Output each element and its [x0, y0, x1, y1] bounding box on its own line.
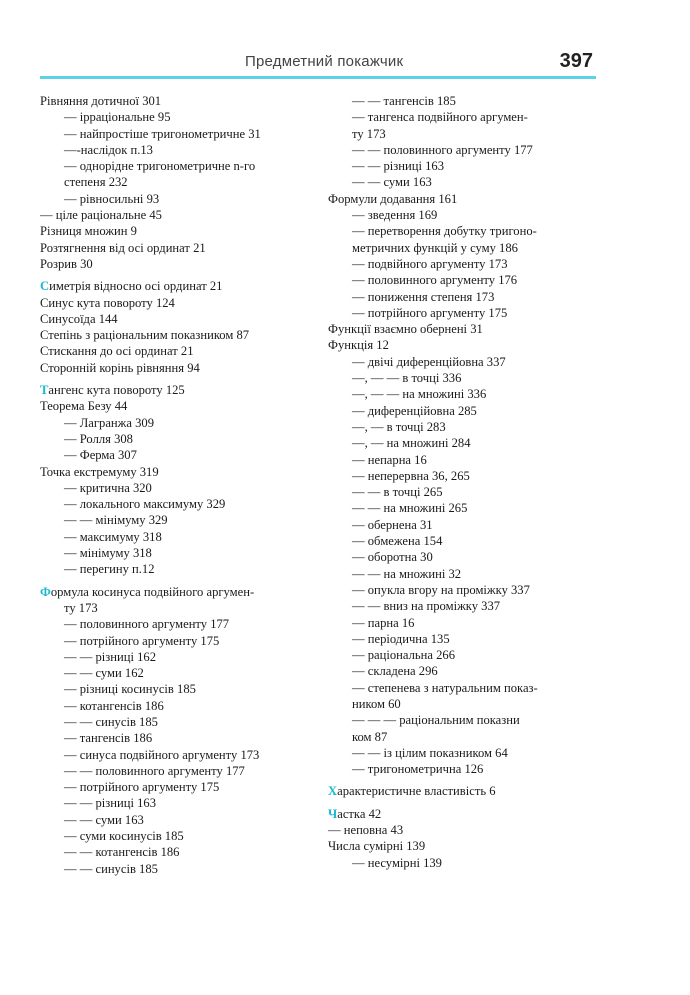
index-entry: Розтягнення від осі ординат 21	[40, 240, 206, 255]
index-entry: — степенева з натуральним показ-	[352, 680, 538, 695]
section-initial-letter: С	[40, 279, 50, 294]
index-entry: — опукла вгору на проміжку 337	[352, 582, 530, 597]
index-entry: ком 87	[352, 729, 388, 744]
index-entry: — подвійного аргументу 173	[352, 256, 508, 271]
index-entry	[40, 278, 315, 294]
index-entry: ту 173	[352, 126, 386, 141]
section-initial-letter: Х	[328, 784, 338, 799]
section-initial-letter: Ч	[328, 806, 338, 821]
header-rule	[40, 76, 596, 79]
index-entry: Стискання до осі ординат 21	[40, 344, 194, 359]
index-entry: ту 173	[64, 600, 98, 615]
index-entry: Функція 12	[328, 338, 389, 353]
index-entry: — Лагранжа 309	[64, 415, 154, 430]
index-entry: — двічі диференційовна 337	[352, 354, 506, 369]
entry-text: ангенс кута повороту 125	[48, 383, 185, 398]
index-entry: Синус кута повороту 124	[40, 295, 175, 310]
index-entry: —, — — на множині 336	[352, 387, 487, 402]
index-entry: — найпростіше тригонометричне 31	[64, 126, 261, 141]
index-entry: — тангенса подвійного аргумен-	[352, 110, 528, 125]
index-entry: Розрив 30	[40, 256, 93, 271]
index-entry: Числа сумірні 139	[328, 839, 426, 854]
index-entry: —, — в точці 283	[352, 419, 446, 434]
index-entry: Точка екстремуму 319	[40, 464, 159, 479]
index-entry: — оборотна 30	[352, 550, 433, 565]
index-entry: — непарна 16	[352, 452, 427, 467]
index-entry: — — різниці 163	[352, 159, 445, 174]
index-entry: — критична 320	[64, 480, 152, 495]
index-entry: — раціональна 266	[352, 648, 456, 663]
index-entry: — — половинного аргументу 177	[352, 142, 533, 157]
index-entry: ником 60	[352, 696, 401, 711]
index-entry: — половинного аргументу 177	[64, 617, 230, 632]
index-entry: Сторонній корінь рівняння 94	[40, 360, 200, 375]
entry-text: ормула косинуса подвійного аргумен-	[50, 584, 255, 599]
index-entry: —-наслідок п.13	[64, 142, 153, 157]
index-entry: — різниці косинусів 185	[64, 682, 196, 697]
index-entry: Теорема Безу 44	[40, 399, 128, 414]
index-entry: — — в точці 265	[352, 485, 443, 500]
index-entry: — — котангенсів 186	[64, 845, 180, 860]
index-entry: Рівняння дотичної 301	[40, 94, 162, 108]
index-entry: — обернена 31	[352, 517, 433, 532]
page-number: 397	[559, 50, 593, 72]
index-entry: — — — раціональним показни	[352, 713, 520, 728]
index-entry: — — синусів 185	[64, 714, 158, 729]
index-entry: — неперервна 36, 265	[352, 468, 470, 483]
index-entry: — неповна 43	[328, 823, 404, 838]
index-entry: — локального максимуму 329	[64, 497, 226, 512]
index-entry: — — суми 163	[352, 175, 432, 190]
index-entry: — несумірні 139	[352, 855, 442, 870]
index-entry: —, — на множині 284	[352, 436, 471, 451]
index-entry: — парна 16	[352, 615, 415, 630]
index-entry: — обмежена 154	[352, 534, 443, 549]
index-entry: — суми косинусів 185	[64, 829, 184, 844]
index-entry: — ірраціональне 95	[64, 110, 171, 125]
index-entry: — — половинного аргументу 177	[64, 763, 245, 778]
index-entry: — тангенсів 186	[64, 731, 153, 746]
index-entry: — — тангенсів 185	[352, 94, 456, 108]
index-entry: — мінімуму 318	[64, 546, 152, 561]
index-entry	[328, 783, 603, 799]
index-entry: — зведення 169	[352, 208, 438, 223]
index-entry: Функції взаємно обернені 31	[328, 322, 483, 337]
index-entry: — перетворення добутку тригоно-	[352, 224, 537, 239]
index-entry: — максимуму 318	[64, 529, 162, 544]
index-entry: Формули додавання 161	[328, 191, 458, 206]
index-entry: — рівносильні 93	[64, 191, 160, 206]
section-initial-letter: Т	[40, 383, 49, 398]
running-title: Предметний покажчик	[245, 53, 404, 70]
section-initial-letter: Ф	[40, 584, 51, 599]
index-entry: — — синусів 185	[64, 861, 158, 876]
index-entry: — потрійного аргументу 175	[64, 633, 220, 648]
index-entry: — — мінімуму 329	[64, 513, 168, 528]
index-entry: — — різниці 163	[64, 796, 157, 811]
left-column	[40, 93, 315, 877]
index-entry: степеня 232	[64, 175, 128, 190]
right-column	[328, 93, 603, 871]
index-entry: — синуса подвійного аргументу 173	[64, 747, 260, 762]
index-entry: — ціле раціональне 45	[40, 208, 162, 223]
entry-text: арактеристичне властивість 6	[337, 784, 496, 799]
entry-text: иметрія відносно осі ординат 21	[49, 279, 223, 294]
index-entry	[40, 584, 315, 600]
index-entry: — потрійного аргументу 175	[352, 305, 508, 320]
index-entry: — — на множині 32	[352, 566, 462, 581]
index-entry: — складена 296	[352, 664, 438, 679]
index-entry: — потрійного аргументу 175	[64, 780, 220, 795]
index-entry: — перегину п.12	[64, 562, 155, 577]
index-entry: — — із цілим показником 64	[352, 745, 508, 760]
index-entry: — Ферма 307	[64, 448, 137, 463]
index-entry: — половинного аргументу 176	[352, 273, 518, 288]
index-entry: — — суми 162	[64, 666, 144, 681]
index-entry: Синусоїда 144	[40, 311, 118, 326]
index-entry: — — суми 163	[64, 812, 144, 827]
index-entry: — тригонометрична 126	[352, 762, 484, 777]
index-entry: — — на множині 265	[352, 501, 468, 516]
index-entry: Різниця множин 9	[40, 224, 137, 239]
index-entry: — — різниці 162	[64, 649, 157, 664]
index-entry	[328, 806, 603, 822]
index-entry: Степінь з раціональним показником 87	[40, 328, 250, 343]
index-entry: — — вниз на проміжку 337	[352, 599, 501, 614]
index-entry: —, — — в точці 336	[352, 371, 462, 386]
index-entry: — диференційовна 285	[352, 403, 477, 418]
index-entry: — періодична 135	[352, 631, 450, 646]
index-entry	[40, 382, 315, 398]
entry-text: астка 42	[337, 806, 382, 821]
index-entry: метричних функцій у суму 186	[352, 240, 518, 255]
index-entry: — однорідне тригонометричне n-го	[64, 159, 256, 174]
index-entry: — пониження степеня 173	[352, 289, 495, 304]
index-entry: — котангенсів 186	[64, 698, 164, 713]
index-entry: — Ролля 308	[64, 431, 133, 446]
